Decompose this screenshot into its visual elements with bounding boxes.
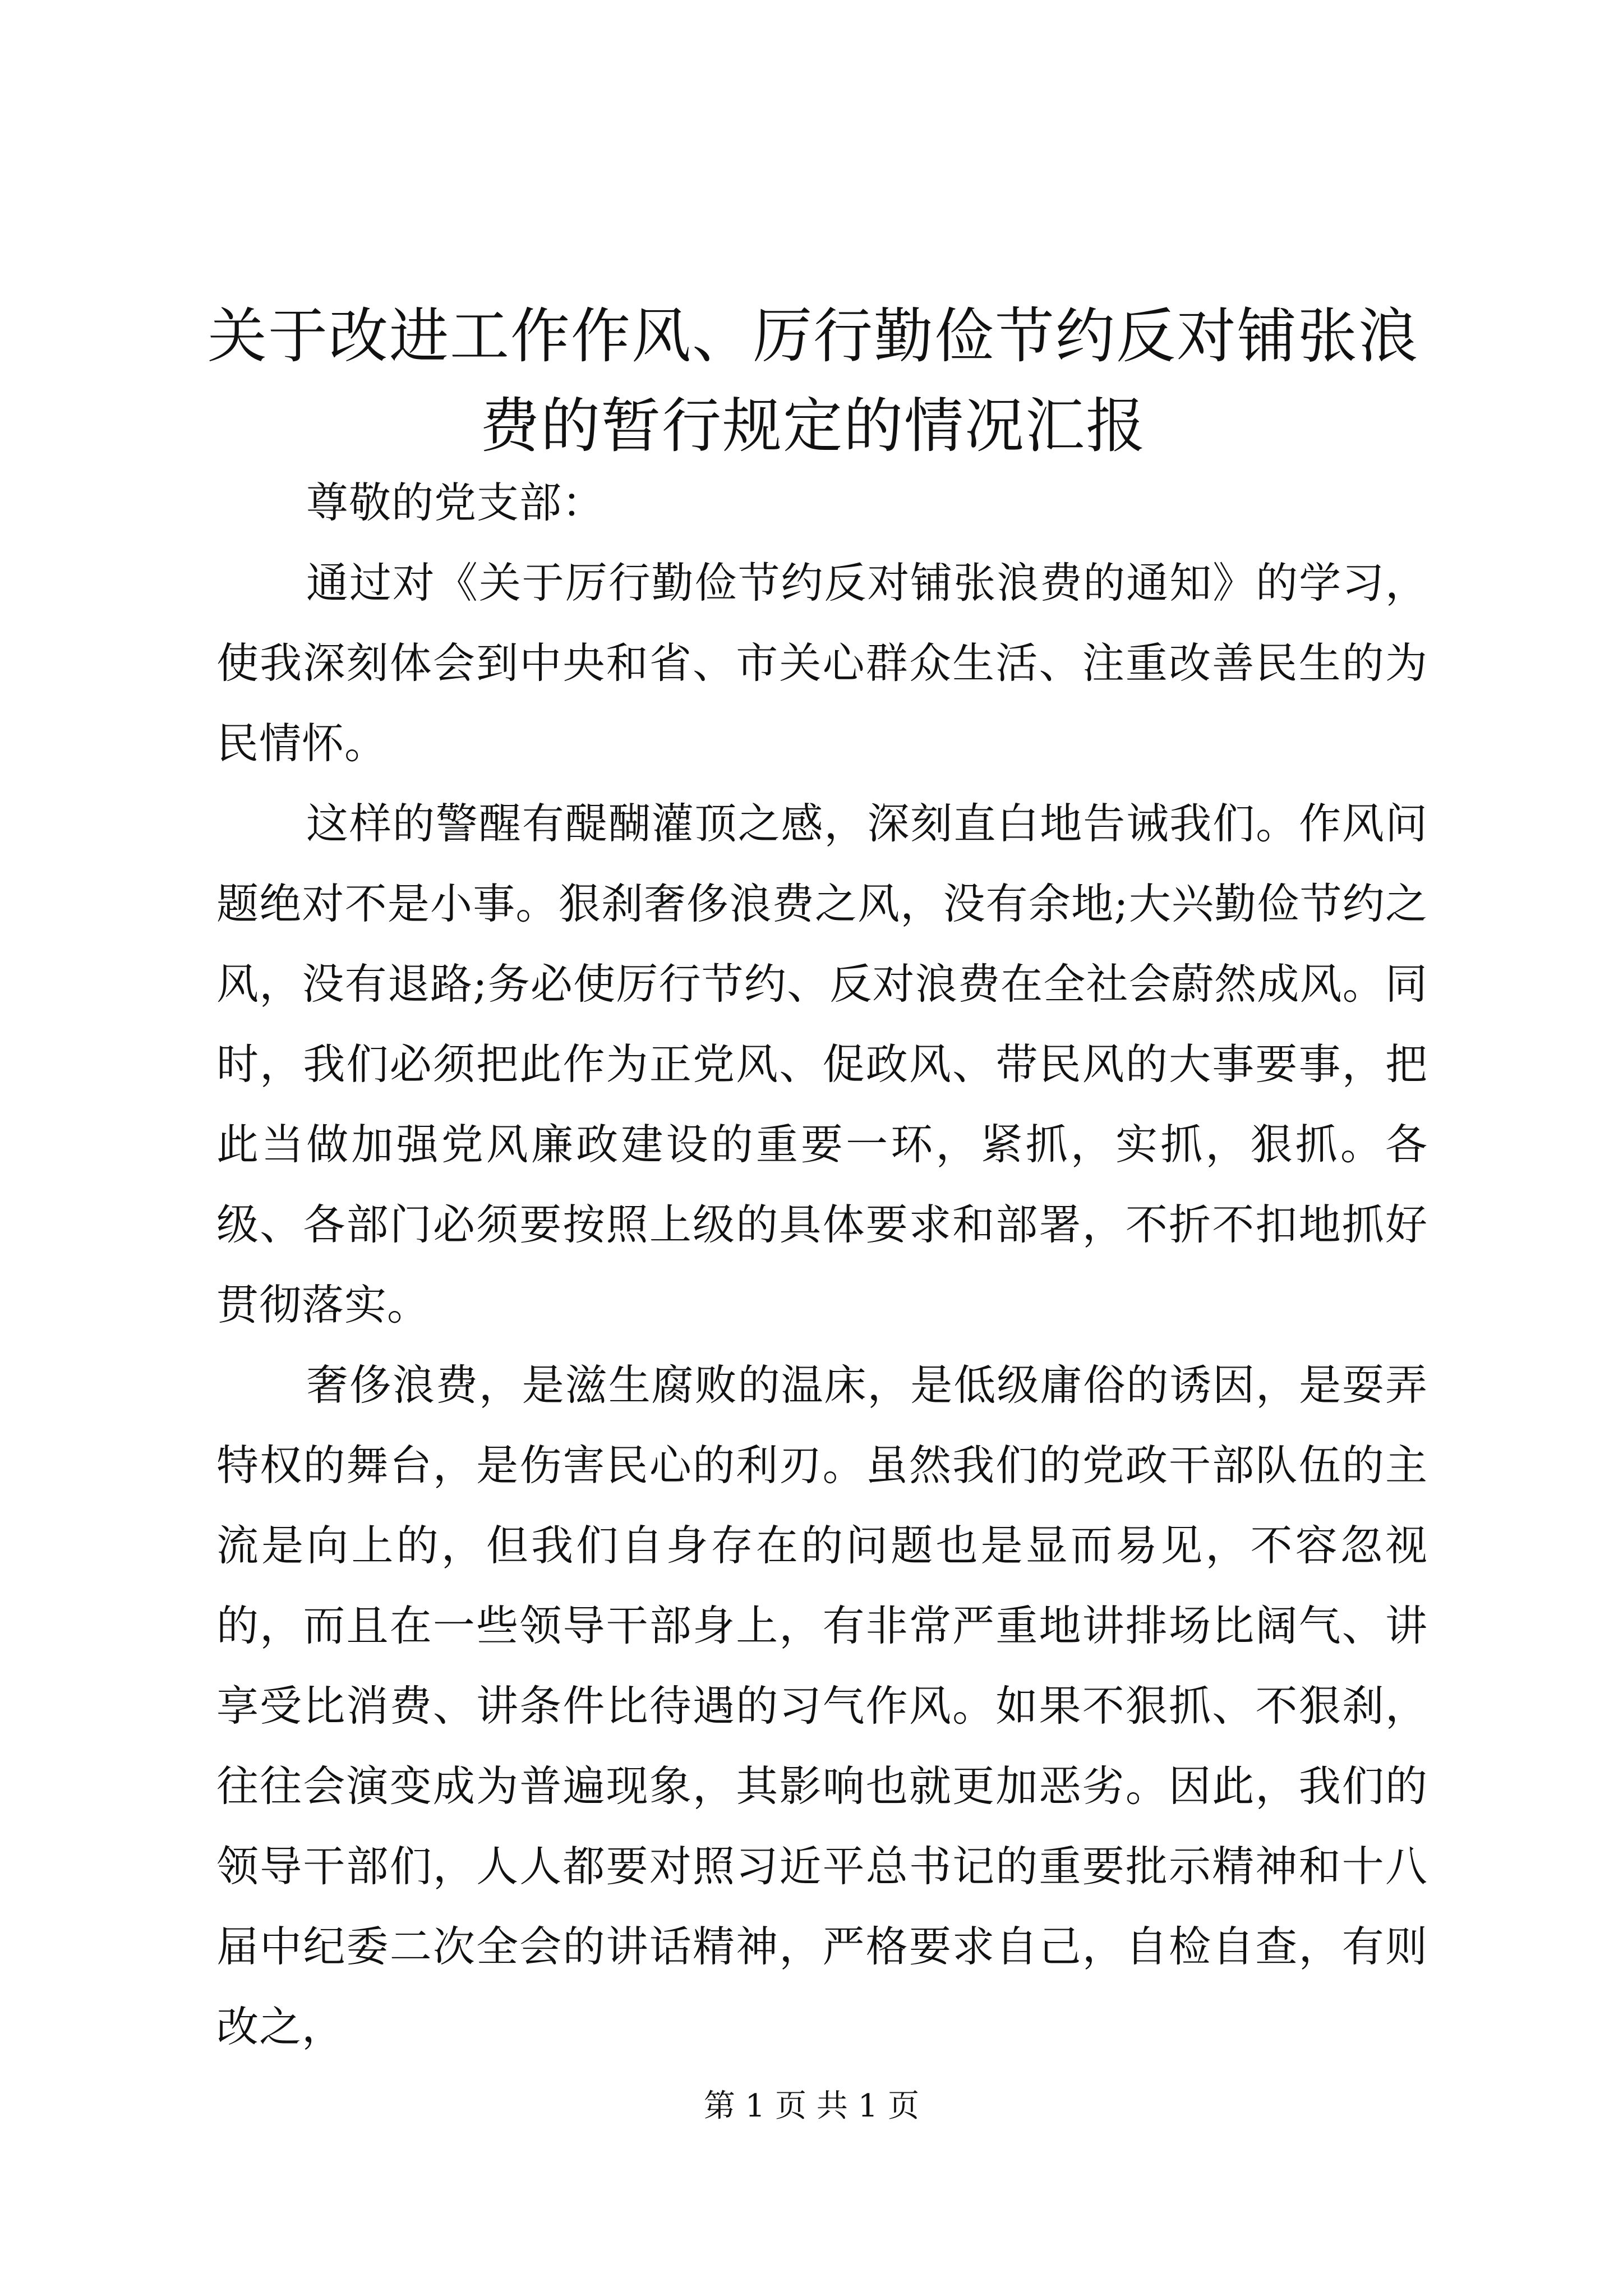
paragraph-2: 这样的警醒有醍醐灌顶之感，深刻直白地告诫我们。作风问题绝对不是小事。狠刹奢侈浪费之风，没有余地;大兴勤俭节约之风，没有退路;务必使厉行节约、反对浪费在全社会蔚然成风。同时，我们必须把此作为正党风、促政风、带民风的大事要事，把此当做加强党风廉政建设的重要一环，紧抓，实抓，狠抓。各级、各部门必须要按照上级的具体要求和部署，不折不扣地抓好贯彻落实。 <box>216 799 1428 1329</box>
title-line-1: 关于改进工作作风、厉行勤俭节约反对铺张浪 <box>208 302 1419 371</box>
document-body <box>216 463 1428 2067</box>
document-title <box>191 292 1436 471</box>
page-number: 第 1 页 共 1 页 <box>703 2088 920 2124</box>
paragraph-1: 通过对《关于厉行勤俭节约反对铺张浪费的通知》的学习，使我深刻体会到中央和省、市关心群众生活、注重改善民生的为民情怀。 <box>216 558 1428 768</box>
title-line-2: 费的暂行规定的情况汇报 <box>480 392 1146 461</box>
salutation: 尊敬的党支部： <box>306 478 605 527</box>
paragraph-3: 奢侈浪费，是滋生腐败的温床，是低级庸俗的诱因，是耍弄特权的舞台，是伤害民心的利刃。虽然我们的党政干部队伍的主流是向上的，但我们自身存在的问题也是显而易见，不容忽视的，而且在一些领导干部身上，有非常严重地讲排场比阔气、讲享受比消费、讲条件比待遇的习气作风。如果不狠抓、不狠刹，往往会演变成为普遍现象，其影响也就更加恶劣。因此，我们的领导干部们，人人都要对照习近平总书记的重要批示精神和十八届中纪委二次全会的讲话精神，严格要求自己，自检自查，有则改之， <box>216 1360 1428 2051</box>
page-footer <box>0 2087 1623 2126</box>
